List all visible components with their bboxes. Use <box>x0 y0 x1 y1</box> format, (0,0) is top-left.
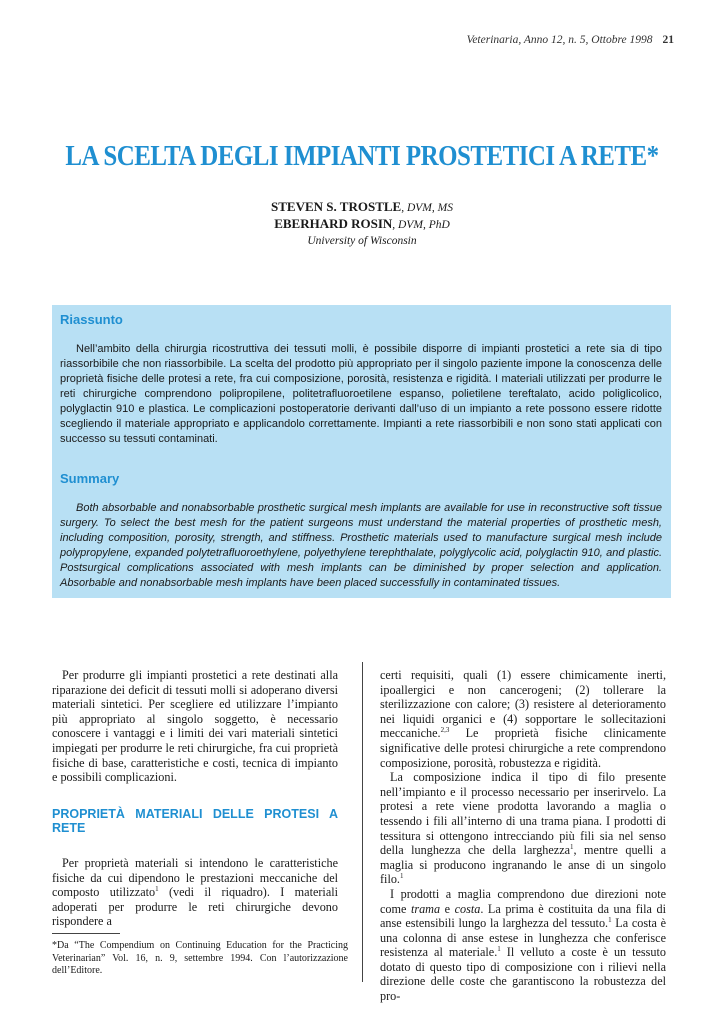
text-run: e <box>440 901 455 916</box>
author-name: STEVEN S. TROSTLE <box>271 199 402 214</box>
left-column <box>52 668 338 929</box>
author-degree: , DVM, MS <box>401 202 453 214</box>
text-run: certi requisiti, quali (1) essere chimicamente inerti, ipoallergici e non cancerogeni; (2) tollerare la sterilizzazione con calore; (3) resistere al deterioramento nei liquidi organici e (4) sopportare le sollecitazioni meccaniche. <box>380 668 666 741</box>
affiliation: University of Wisconsin <box>307 235 417 247</box>
column-divider <box>362 662 363 982</box>
author-block <box>0 199 724 249</box>
citation-ref: 1 <box>608 916 612 925</box>
riassunto-text: Nell’ambito della chirurgia ricostruttiva dei tessuti molli, è possibile disporre di impianti prostetici a rete sia di tipo riassorbibile che non riassorbibile. La scelta del prodotto più appropriato per il singolo paziente impone la conoscenza delle proprietà fisiche delle protesi a rete, fra cui composizione, porosità, resistenza e rigidità. I materiali utilizzati per produrre le reti chirurgiche comprendono polipropilene, politetrafluoroetilene espanso, polietilene tereftalato, acido poliglicolico, polyglactin 910 e plastica. Le complicazioni postoperatorie derivanti dall’uso di un impianto a rete possono essere ridotte scegliendo il materiale appropriato e applicandolo correttamente. Impianti a rete riassorbibili e non sono stati applicati con successo su tessuti contaminati. <box>60 343 662 445</box>
author-name: EBERHARD ROSIN <box>274 216 393 231</box>
body-paragraph <box>380 668 666 770</box>
section-heading: PROPRIETÀ MATERIALI DELLE PROTESI A RETE <box>52 806 338 836</box>
text-run: (vedi il riquadro). I materiali adoperati per produrre le reti chirurgiche devono rispondere a <box>52 885 338 929</box>
author-1 <box>0 199 724 216</box>
author-degree: , DVM, PhD <box>392 219 450 231</box>
summary-text: Both absorbable and nonabsorbable prosthetic surgical mesh implants are available for use in reconstructive soft tissue surgery. To select the best mesh for the patient surgeons must understand the material properties of prosthetic mesh, including composition, porosity, strength, and stiffness. Prosthetic materials used to manufacture surgical mesh include polypropylene, expanded polytetrafluoroethylene, polyethylene terephthalate, polyglycolic acid, polyglactin 910, and plastic. Postsurgical complications associated with mesh implants can be diminished by proper selection and application. Absorbable and nonabsorbable mesh implants have been placed successfully in contaminated tissues. <box>60 502 662 589</box>
text-run: Il velluto a coste è un tessuto dotato di questo tipo di composizione con i rilievi nella direzione delle coste che garantiscono la robustezza del pro- <box>380 945 666 1004</box>
author-2 <box>0 216 724 233</box>
page-number: 21 <box>662 34 674 46</box>
summary-heading: Summary <box>60 471 120 486</box>
citation-ref: 1 <box>399 872 404 881</box>
citation-ref: 1 <box>570 843 574 852</box>
text-run: Le proprietà fisiche clinicamente significative delle protesi chirurgiche a rete comprendono composizione, porosità, robustezza e rigidità. <box>380 726 666 770</box>
abstract-box <box>52 305 671 598</box>
text-run: Per proprietà materiali si intendono le caratteristiche fisiche da cui dipendono le prestazioni meccaniche del composto utilizzato <box>52 855 338 900</box>
text-run: La costa è una colonna di anse estese in lunghezza che conferisce resistenza al materiale. <box>380 916 666 960</box>
journal-citation: Veterinaria, Anno 12, n. 5, Ottobre 1998 <box>466 34 653 46</box>
running-head <box>467 34 674 46</box>
text-run: La composizione indica il tipo di filo presente nell’impianto e il processo necessario per inserirvelo. La protesi a rete viene prodotta lavorando a maglia o tessendo i fili all’interno di una trama piana. I prodotti di tessitura si ottengono intrecciando più fili sia nel senso della lunghezza che della larghezza <box>380 770 666 858</box>
text-run: . La prima è costituita da una fila di anse estensibili lungo la larghezza del tessuto. <box>380 901 666 931</box>
citation-ref: 1 <box>497 945 501 954</box>
article-title: LA SCELTA DEGLI IMPIANTI PROSTETICI A RETE* <box>65 140 659 172</box>
riassunto-heading: Riassunto <box>60 312 123 327</box>
text-run: I prodotti a maglia comprendono due direzioni note come <box>380 886 666 916</box>
citation-ref: 2,3 <box>440 726 450 735</box>
body-paragraph <box>380 770 666 887</box>
intro-paragraph: Per produrre gli impianti prostetici a rete destinati alla riparazione dei deficit di tessuti molli si adoperano diversi materiali sintetici. Per scegliere ed utilizzare l’impianto più appropriato al singolo soggetto, è necessario conoscere i vantaggi e i limiti dei vari materiali sintetici impiegati per produrre le reti chirurgiche, fra cui proprietà fisiche di base, caratteristiche e costi, tecnica di impianto e possibili complicazioni. <box>52 668 338 785</box>
footnote-rule <box>52 933 120 934</box>
text-run: , mentre quelli a maglia si producono ingranando le anse di un singolo filo. <box>380 843 666 887</box>
body-paragraph <box>52 856 338 929</box>
right-column <box>380 668 666 1004</box>
citation-ref: 1 <box>155 885 159 894</box>
term-trama: trama <box>410 901 441 916</box>
body-paragraph <box>380 887 666 1004</box>
footnote: *Da “The Compendium on Continuing Education for the Practicing Veterinarian” Vol. 16, n. 9, settembre 1994. Con l’autorizzazione dell’Editore. <box>52 940 348 976</box>
term-costa: costa <box>454 901 481 916</box>
